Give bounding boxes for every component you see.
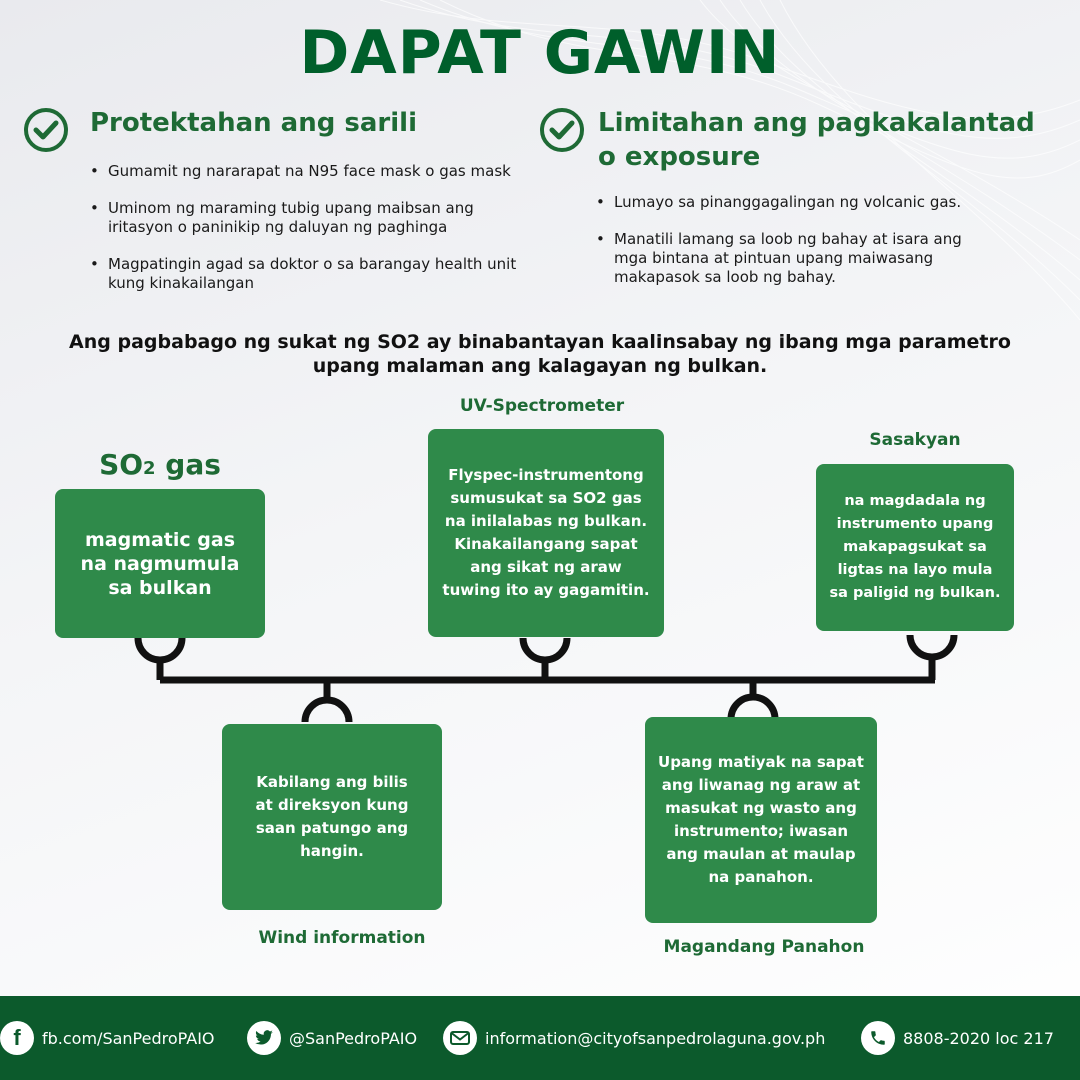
good-weather-box: Upang matiyak na sapat ang liwanag ng araw at masukat ng wasto ang instrumento; iwasan ang maulan at maulap na panahon.	[645, 717, 877, 923]
limit-heading-line2: o exposure	[598, 142, 761, 172]
uv-spectrometer-label: UV-Spectrometer	[459, 396, 625, 416]
twitter-handle[interactable]: @SanPedroPAIO	[289, 1028, 418, 1048]
wind-information-label: Wind information	[258, 928, 426, 948]
phone-number[interactable]: 8808-2020 loc 217	[903, 1028, 1054, 1048]
protect-heading: Protektahan ang sarili	[90, 108, 417, 138]
list-item: • Lumayo sa pinanggagalingan ng volcanic gas.	[596, 193, 996, 212]
twitter-contact[interactable]	[247, 1016, 417, 1060]
list-item: • Uminom ng maraming tubig upang maibsan ang iritasyon o paninikip ng daluyan ng paghinga	[90, 199, 530, 237]
vehicle-box: na magdadala ng instrumento upang makapagsukat sa ligtas na layo mula sa paligid ng bulkan.	[816, 464, 1014, 631]
email-address[interactable]: information@cityofsanpedrolaguna.gov.ph	[485, 1028, 826, 1048]
contact-footer	[0, 996, 1080, 1080]
facebook-link[interactable]: fb.com/SanPedroPAIO	[42, 1028, 215, 1048]
limit-heading-line1: Limitahan ang pagkakalantad	[598, 108, 1035, 138]
vehicle-label: Sasakyan	[869, 430, 961, 450]
wind-information-box: Kabilang ang bilis at direksyon kung saan patungo ang hangin.	[222, 724, 442, 910]
so2-gas-box: magmatic gas na nagmumula sa bulkan	[55, 489, 265, 638]
uv-spectrometer-box: Flyspec-instrumentong sumusukat sa SO2 gas na inilalabas ng bulkan. Kinakailangang sapat ang sikat ng araw tuwing ito ay gagamitin.	[428, 429, 664, 637]
list-item: • Gumamit ng nararapat na N95 face mask o gas mask	[90, 162, 530, 181]
page-title: DAPAT GAWIN	[299, 18, 781, 88]
good-weather-label: Magandang Panahon	[663, 937, 865, 957]
list-item: • Manatili lamang sa loob ng bahay at isara ang mga bintana at pintuan upang maiwasang makapasok sa loob ng bahay.	[596, 230, 996, 287]
email-contact[interactable]	[443, 1016, 825, 1060]
monitoring-statement: Ang pagbabago ng sukat ng SO2 ay binabantayan kaalinsabay ng ibang mga parametro upang malaman ang kalagayan ng bulkan.	[69, 331, 1011, 377]
twitter-icon	[247, 1021, 281, 1055]
list-item: • Magpatingin agad sa doktor o sa barangay health unit kung kinakailangan	[90, 255, 530, 293]
phone-icon	[861, 1021, 895, 1055]
phone-contact[interactable]	[861, 1016, 1054, 1060]
email-icon	[443, 1021, 477, 1055]
facebook-contact[interactable]	[0, 1016, 215, 1060]
facebook-icon: f	[0, 1021, 34, 1055]
so2-gas-label: SO2 gas	[99, 448, 221, 481]
